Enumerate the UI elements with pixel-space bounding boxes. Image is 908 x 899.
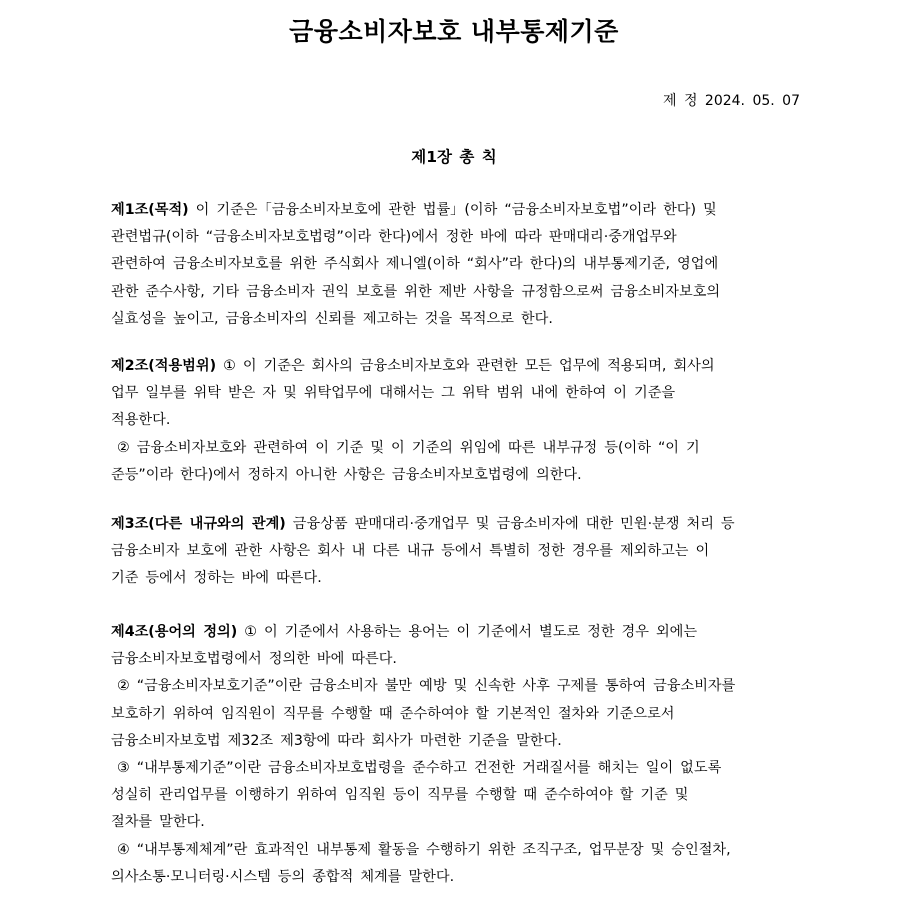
article-line: 관련법규(이하 “금융소비자보호법령”이라 한다)에서 정한 바에 따라 판매대리·중개업무와 (111, 229, 677, 246)
article-line (111, 511, 811, 538)
article-line: 적용한다. (111, 412, 171, 429)
article-line (111, 197, 811, 224)
article-line: 관한 준수사항, 기타 금융소비자 권익 보호를 위한 제반 사항을 규정함으로써 금융소비자보호의 (111, 283, 721, 300)
article-paragraph-3: ③ “내부통제기준”이란 금융소비자보호법령을 준수하고 건전한 거래질서를 해치는 일이 없도록 (117, 760, 722, 777)
article-line: 의사소통·모니터링·시스템 등의 종합적 체계를 말한다. (111, 868, 455, 885)
article-3 (111, 511, 811, 593)
article-line: 업무 일부를 위탁 받은 자 및 위탁업무에 대해서는 그 위탁 범위 내에 한하여 이 기준을 (111, 385, 676, 402)
article-line: 기준 등에서 정하는 바에 따른다. (111, 570, 322, 587)
article-2 (111, 353, 811, 489)
article-heading: 제4조(용어의 정의) (111, 624, 238, 640)
article-line: 준등”이라 한다)에서 정하지 아니한 사항은 금융소비자보호법령에 의한다. (111, 466, 582, 483)
article-text: ① 이 기준은 회사의 금융소비자보호와 관련한 모든 업무에 적용되며, 회사의 (216, 358, 715, 374)
chapter-title: 제1장 총 칙 (411, 148, 497, 166)
article-paragraph-2: ② 금융소비자보호와 관련하여 이 기준 및 이 기준의 위임에 따른 내부규정 등(이하 “이 기 (117, 439, 700, 456)
article-line: 금융소비자보호법 제32조 제3항에 따라 회사가 마련한 기준을 말한다. (111, 732, 562, 749)
article-line (111, 619, 811, 646)
article-line: 금융소비자 보호에 관한 사항은 회사 내 다른 내규 등에서 특별히 정한 경우를 제외하고는 이 (111, 543, 710, 560)
article-line: 실효성을 높이고, 금융소비자의 신뢰를 제고하는 것을 목적으로 한다. (111, 310, 553, 327)
article-text: ① 이 기준에서 사용하는 용어는 이 기준에서 별도로 정한 경우 외에는 (237, 624, 698, 640)
article-heading: 제2조(적용범위) (111, 358, 217, 374)
article-line: 보호하기 위하여 임직원이 직무를 수행할 때 준수하여야 할 기본적인 절차와 기준으로서 (111, 705, 675, 722)
article-line (111, 353, 811, 380)
article-line: 성실히 관리업무를 이행하기 위하여 임직원 등이 직무를 수행할 때 준수하여야 할 기준 및 (111, 787, 689, 804)
article-line: 관련하여 금융소비자보호를 위한 주식회사 제니엘(이하 “회사”라 한다)의 내부통제기준, 영업에 (111, 256, 719, 273)
document-title: 금융소비자보호 내부통제기준 (289, 17, 619, 46)
article-paragraph-4: ④ “내부통제체계”란 효과적인 내부통제 활동을 수행하기 위한 조직구조, 업무분장 및 승인절차, (117, 841, 731, 858)
article-text: 금융상품 판매대리·중개업무 및 금융소비자에 대한 민원·분쟁 처리 등 (285, 516, 735, 532)
article-paragraph-2: ② “금융소비자보호기준”이란 금융소비자 불만 예방 및 신속한 사후 구제를 통하여 금융소비자를 (117, 678, 736, 695)
article-1 (111, 197, 811, 333)
article-4 (111, 619, 811, 891)
article-text: 이 기준은「금융소비자보호에 관한 법률」(이하 “금융소비자보호법”이라 한다) 및 (188, 202, 717, 218)
article-line: 금융소비자보호법령에서 정의한 바에 따른다. (111, 651, 397, 668)
article-heading: 제3조(다른 내규와의 관계) (111, 516, 286, 532)
article-heading: 제1조(목적) (111, 202, 189, 218)
enactment-date: 제 정 2024. 05. 07 (662, 93, 800, 109)
article-line: 절차를 말한다. (111, 814, 205, 831)
